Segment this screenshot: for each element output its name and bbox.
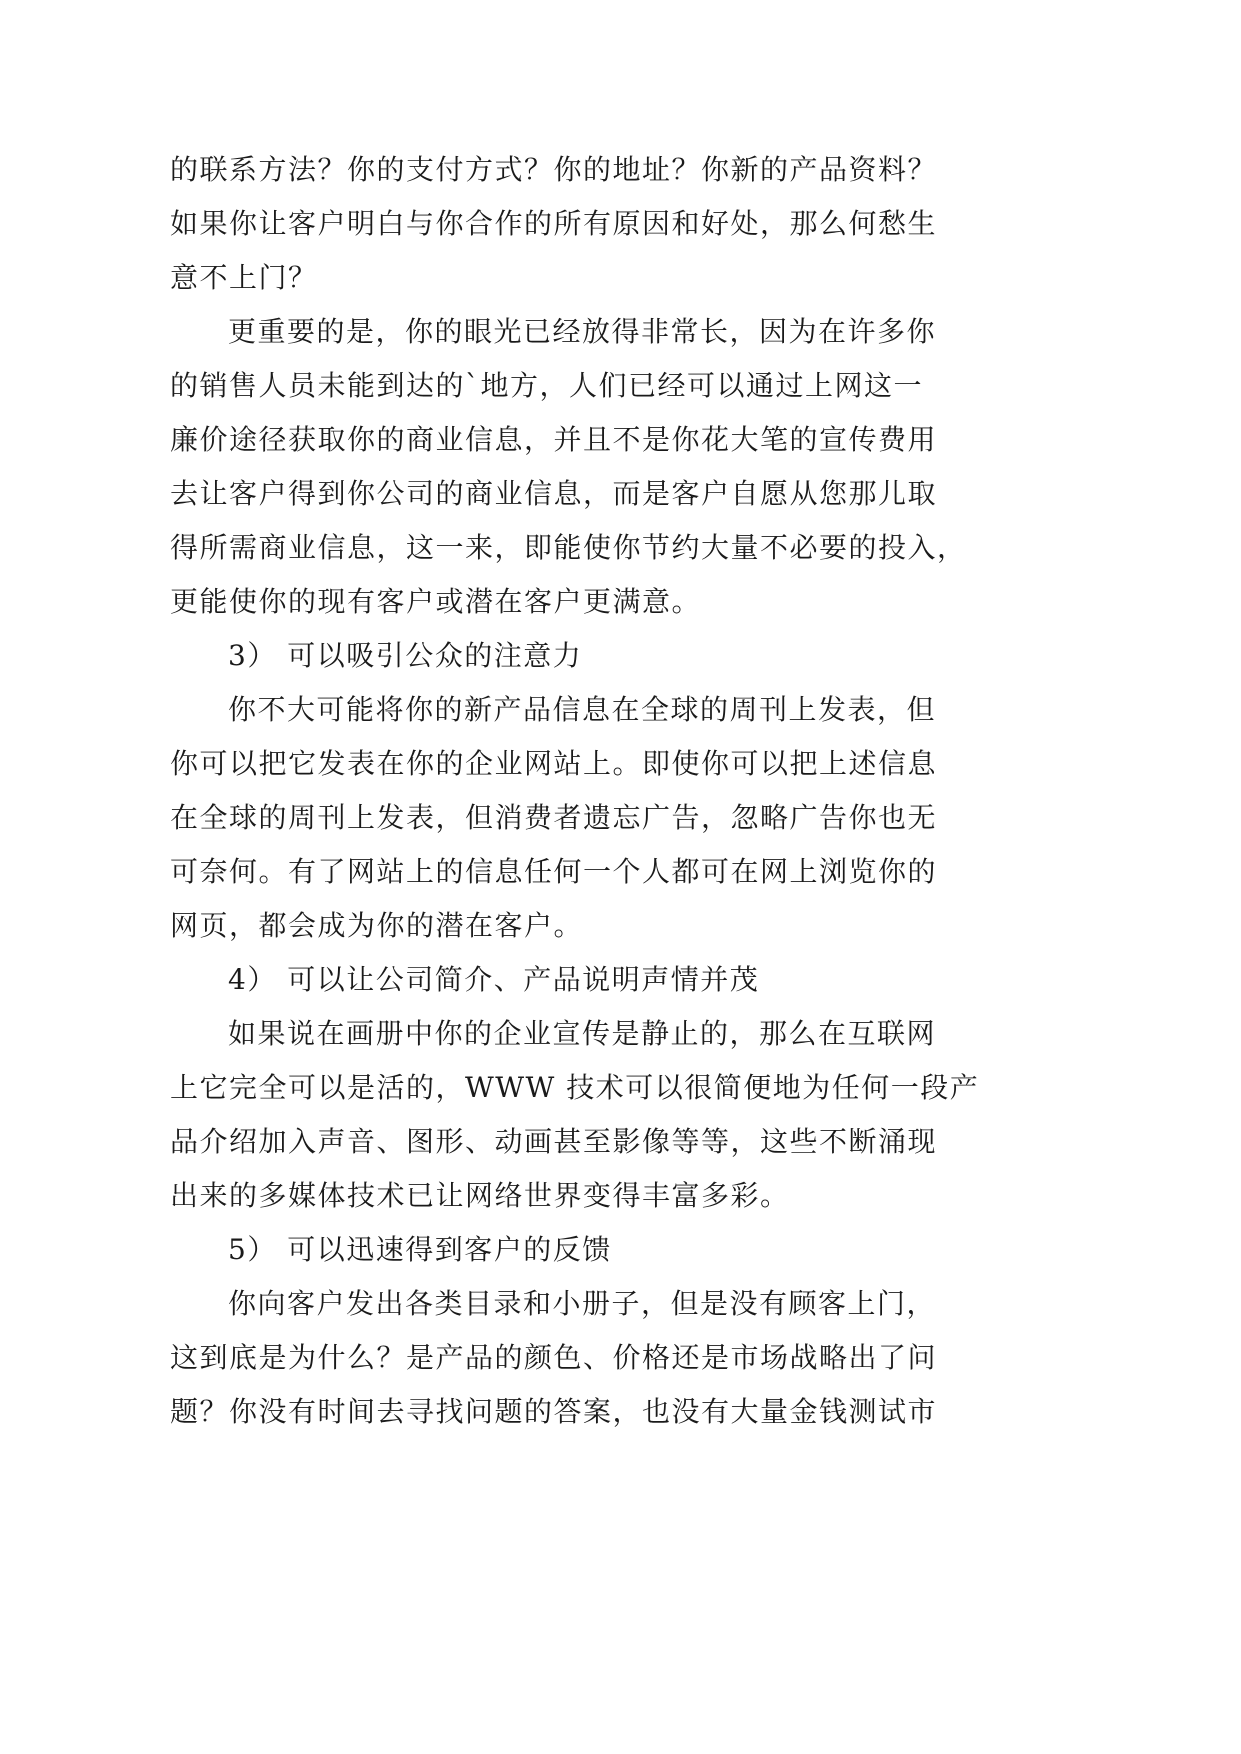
text-line: 品介绍加入声音、图形、动画甚至影像等等，这些不断涌现 <box>170 1125 938 1158</box>
paragraph-first-line: 你不大可能将你的新产品信息在全球的周刊上发表，但 <box>228 693 937 726</box>
paragraph-first-line: 如果说在画册中你的企业宣传是静止的，那么在互联网 <box>228 1017 937 1050</box>
text-line: 廉价途径获取你的商业信息，并且不是你花大笔的宣传费用 <box>170 423 938 456</box>
text-line: 网页，都会成为你的潜在客户。 <box>170 909 584 942</box>
text-line: 在全球的周刊上发表，但消费者遗忘广告，忽略广告你也无 <box>170 801 938 834</box>
section-heading-3: 3） 可以吸引公众的注意力 <box>228 639 583 672</box>
text-line: 的联系方法？你的支付方式？你的地址？你新的产品资料？ <box>170 153 938 186</box>
text-line: 上它完全可以是活的，WWW 技术可以很简便地为任何一段产 <box>170 1071 980 1104</box>
section-heading-5: 5） 可以迅速得到客户的反馈 <box>228 1233 612 1266</box>
paragraph-first-line: 更重要的是，你的眼光已经放得非常长，因为在许多你 <box>228 315 937 348</box>
text-line: 意不上门？ <box>170 261 318 294</box>
text-line: 出来的多媒体技术已让网络世界变得丰富多彩。 <box>170 1179 790 1212</box>
text-line: 可奈何。有了网站上的信息任何一个人都可在网上浏览你的 <box>170 855 938 888</box>
document-body <box>170 143 980 1439</box>
text-line: 更能使你的现有客户或潜在客户更满意。 <box>170 585 702 618</box>
text-line: 得所需商业信息，这一来，即能使你节约大量不必要的投入， <box>170 531 967 564</box>
text-line: 如果你让客户明白与你合作的所有原因和好处，那么何愁生 <box>170 207 938 240</box>
text-line: 你可以把它发表在你的企业网站上。即使你可以把上述信息 <box>170 747 938 780</box>
text-line: 的销售人员未能到达的`地方，人们已经可以通过上网这一 <box>170 369 924 402</box>
paragraph-first-line: 你向客户发出各类目录和小册子，但是没有顾客上门， <box>228 1287 937 1320</box>
text-line: 这到底是为什么？是产品的颜色、价格还是市场战略出了问 <box>170 1341 938 1374</box>
section-heading-4: 4） 可以让公司简介、产品说明声情并茂 <box>228 963 760 996</box>
text-line: 题？你没有时间去寻找问题的答案，也没有大量金钱测试市 <box>170 1395 938 1428</box>
text-line: 去让客户得到你公司的商业信息，而是客户自愿从您那儿取 <box>170 477 938 510</box>
